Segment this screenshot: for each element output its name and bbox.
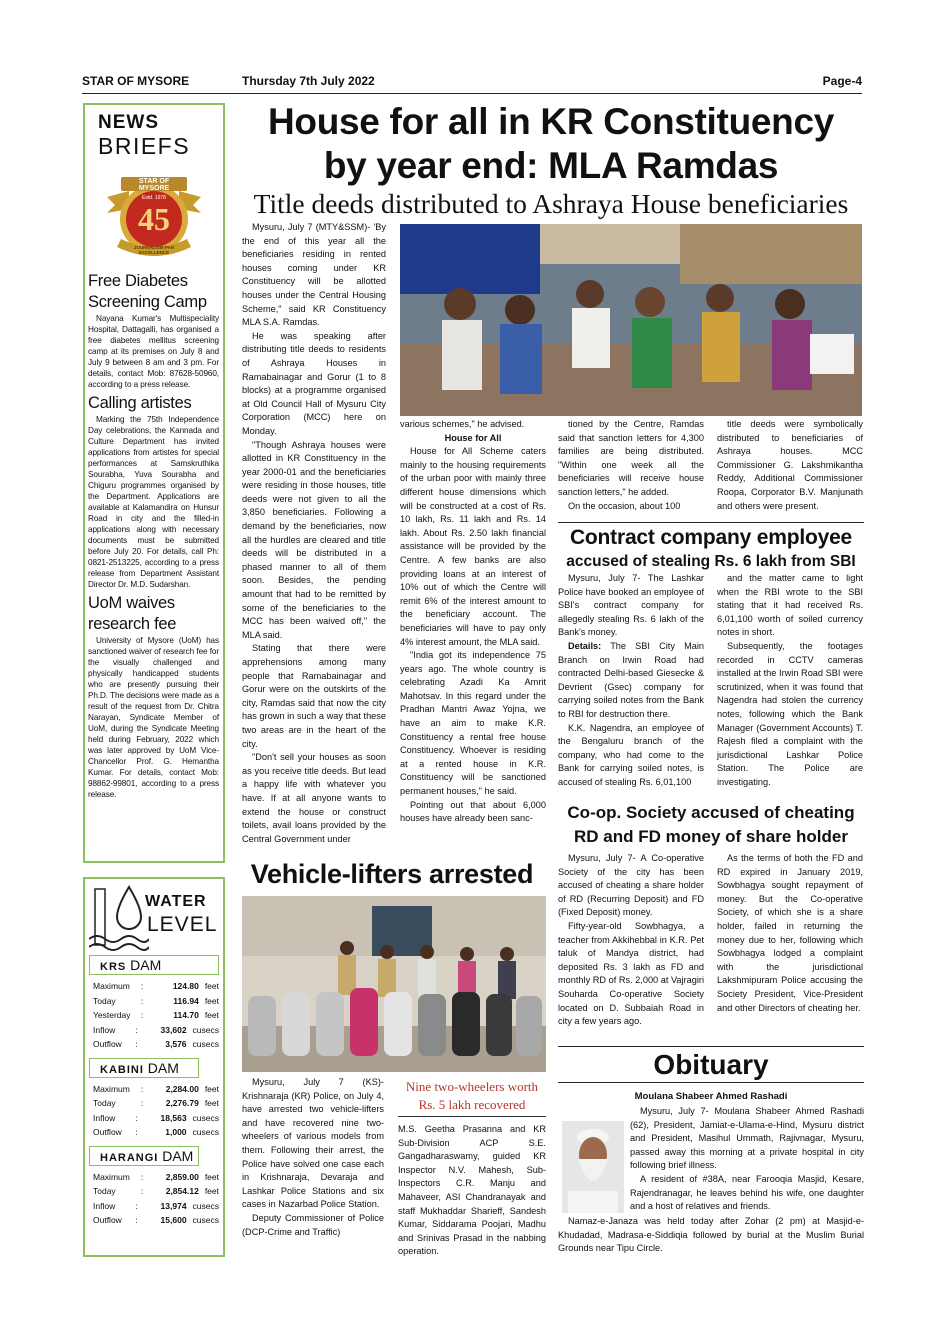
dam-cell: feet bbox=[204, 1171, 219, 1182]
main-headline bbox=[238, 100, 864, 188]
dam-cell: 114.70 bbox=[173, 1010, 199, 1020]
dam-cell: : bbox=[140, 1083, 144, 1094]
obituary-para-3: Namaz-e-Janaza was held today after Zohar (2 pm) at Masjid-e-Khudadad, Madrasa-e-Siddiqia followed by burial at the Muslim Burial Grounds near Tipu Circle. bbox=[558, 1216, 864, 1254]
dam-cell: Maximum bbox=[93, 1171, 130, 1182]
dam-cell: feet bbox=[204, 1098, 219, 1108]
news-briefs-box bbox=[83, 103, 225, 863]
vehicle-column-1 bbox=[242, 1076, 384, 1239]
dam-header bbox=[89, 955, 219, 975]
masthead bbox=[82, 74, 862, 94]
main-subhead: Title deeds distributed to Ashraya House beneficiaries bbox=[253, 188, 849, 219]
dam-cell: cusecs bbox=[192, 1127, 220, 1137]
dam-cell: Outflow bbox=[93, 1215, 122, 1225]
coop-column-2 bbox=[717, 852, 863, 1015]
coop-headline-1: Co-op. Society accused of cheating bbox=[567, 803, 855, 822]
logo-title: STAR OF MYSORE bbox=[138, 178, 170, 192]
dam-cell: 124.80 bbox=[172, 981, 199, 991]
headline-line-1: House for all in KR Constituency bbox=[267, 101, 834, 142]
obituary-para-2: A resident of #38A, near Farooqia Masjid, Kesare, Rajendranagar, he leaves behind his wife, one daughter and a host of relatives and friends. bbox=[630, 1173, 864, 1212]
sbi-headline-1: Contract company employee bbox=[569, 526, 853, 549]
coop-headline-2: RD and FD money of share holder bbox=[574, 827, 848, 846]
dam-row bbox=[93, 1023, 219, 1038]
brief-1-body: Nayana Kumar's Multispeciality Hospital, Dattagalli, has organised a free diabetes mellitus screening camp at its premises on July 8 and July 9 between 8 am and 3 pm. For details, contact Mob: 87628-50960, according to a press release. bbox=[88, 314, 219, 389]
sbi-headline-2: accused of stealing Rs. 6 lakh from SBI bbox=[566, 553, 856, 570]
dam-cell: Outflow bbox=[93, 1127, 122, 1137]
dam-block bbox=[85, 1058, 223, 1146]
dam-cell: 2,284.00 bbox=[165, 1083, 199, 1094]
veh1-para: Mysuru, July 7 (KS)- Krishnaraja (KR) Police, on July 4, have arrested two vehicle-lifters and have recovered nine two-wheelers of various models from them. Following their arrest, the Police have solved one case each in Krishnaraja, Devaraja and Lashkar Police Stations and six cases in Nazarbad Police Station. bbox=[242, 1077, 384, 1210]
dam-cell: 2,276.79 bbox=[165, 1098, 199, 1108]
dam-name: KABINI bbox=[100, 1063, 144, 1076]
dam-cell: : bbox=[140, 1098, 144, 1108]
dam-cell: : bbox=[135, 1039, 138, 1049]
issue-date: Thursday 7th July 2022 bbox=[242, 74, 375, 88]
dam-cell: Inflow bbox=[93, 1112, 116, 1123]
col3-para: tioned by the Centre, Ramdas said that sanction letters for 4,300 families are being distributed. "Within one week all the beneficiaries will receive house sanction letters," he added. bbox=[558, 419, 704, 497]
col2-para: House for All Scheme caters mainly to the housing requirements of the urban poor with mainly three different house dimensions which will be constructed at a cost of Rs. 10 lakh, Rs. 11 lakh and Rs. 14 lakh. About Rs. 2.50 lakh financial assistance will be provided by the Centre. A few banks are also providing loans at an interest of 10% out of which the Centre will remit 6% of the interest amount to the beneficiary account. The beneficiaries will have to pay only 4% interest amount, the MLA said. bbox=[400, 446, 546, 647]
dam-cell: 15,600 bbox=[160, 1215, 187, 1225]
pullquote-line-2: Rs. 5 lakh recovered bbox=[418, 1097, 526, 1112]
dam-cell: 2,854.12 bbox=[165, 1186, 199, 1196]
rule-obit-bottom bbox=[558, 1082, 864, 1083]
dam-row bbox=[93, 1184, 219, 1199]
col2-lead: various schemes," he advised. bbox=[400, 419, 525, 429]
brief-3-body: University of Mysore (UoM) has sanctioned waiver of research fee for the visually challenged and physically handicapped students who are presently pursuing their Ph.D. The decisions were made as a result of the request from Dr. Chitra Narayan, Syndicate Member of UoM, during the Syndicate Meeting held during February, 2022 which was later approved by UoM Vice-Chancellor Prof. G. Hemantha Kumar. For details, contact Mob: 98862-99801, according to a press release. bbox=[88, 636, 219, 799]
obituary-text bbox=[558, 1105, 864, 1256]
col1-para: Mysuru, July 7 (MTY&SSM)- 'By the end of this year all the beneficiaries residing in rented houses coming under KR Constituency will be allotted houses under the Central Housing Scheme," said KR Constituency MLA S.A. Ramdas. bbox=[242, 222, 386, 328]
anniversary-logo bbox=[99, 169, 209, 267]
main-column-3 bbox=[558, 418, 704, 513]
dam-row bbox=[93, 994, 219, 1009]
dam-cell: feet bbox=[204, 1010, 219, 1020]
dam-row bbox=[93, 1082, 219, 1097]
coop1-para: Fifty-year-old Sowbhagya, a teacher from Akkihebbal in K.R. Pet taluk of Mandya district, had deposited Rs. 3 lakh as FD and monthly RD of Rs. 2,000 at Vajragiri Souharda Co-operative Society located on D. Subbaiah Road in city a few years ago. bbox=[558, 920, 704, 1027]
col1-para: "Don't sell your houses as soon as you receive title deeds. But lead a happy life with whatever you have. If at all anyone wants to extend the house or construct toilets, avail loans provided by the Central Government under bbox=[242, 752, 386, 844]
dam-cell: Maximum bbox=[93, 1083, 130, 1094]
dam-cell: Inflow bbox=[93, 1024, 116, 1035]
sbi-column-2 bbox=[717, 572, 863, 790]
dam-cell: : bbox=[135, 1127, 138, 1137]
sbi-column-1 bbox=[558, 572, 704, 790]
dam-row bbox=[93, 1213, 219, 1228]
logo-number: 45 bbox=[138, 201, 170, 237]
main-column-4 bbox=[717, 418, 863, 513]
sbi-c1c: K.K. Nagendra, an employee of the Bengaluru branch of the company, who had come to the Bank for carrying soiled notes, is accused of stealing Rs. 6,01,100 bbox=[558, 722, 704, 787]
sbi2-para: Subsequently, the footages recorded in CCTV cameras installed at the Irwin Road SBI were scrutinized, when it was found that Nagendra had stolen the currency notes, following which the Bank Manager (Government Accounts) T. Rajesh filed a complaint with the jurisdictional Lashkar Police Station. The Police are investigating. bbox=[717, 640, 863, 787]
dam-cell: : bbox=[135, 1024, 138, 1035]
brief-2-body: Marking the 75th Independence Day celebrations, the Kannada and Culture Department has invited applications from artistes for special performances at Samskruthika Sourabha, Yuva Sourabha and Chiguru programmes organised by the Department. Applications are available at Kalamandira on Hunsur Road in city and the filled-in applications along with necessary documents must be submitted before July 20. For details, call Ph: 0821-2513225, according to a press release from Department Assistant Director Dr. M.D. Sudarshan. bbox=[88, 415, 219, 589]
dam-cell: Today bbox=[93, 1098, 116, 1108]
coop-headline bbox=[558, 801, 864, 849]
dam-cell: 13,974 bbox=[160, 1200, 187, 1211]
dam-cell: 116.94 bbox=[173, 995, 199, 1006]
col1-para: He was speaking after distributing title deeds to residents of Ashraya Houses in Ramabainagar and Gorur (1 to 8 blocks) at a programme organised at Old Council Hall of Mysuru City Corporation (MCC) here on Monday. bbox=[242, 330, 386, 436]
ashraya-photo bbox=[400, 224, 862, 416]
obituary-headline: Obituary bbox=[653, 1049, 769, 1080]
sbi1-para: Mysuru, July 7- The Lashkar Police have booked an employee of SBI's contract company for allegedly stealing Rs. 6 lakh of the Bank's money. bbox=[558, 573, 704, 638]
dam-cell: cusecs bbox=[192, 1024, 220, 1035]
dam-row bbox=[93, 1111, 219, 1126]
veh1-para: Deputy Commissioner of Police (DCP-Crime and Traffic) bbox=[242, 1212, 384, 1237]
dam-header bbox=[89, 1146, 199, 1166]
brief-2-title: Calling artistes bbox=[88, 394, 192, 412]
vehicle-headline: Vehicle-lifters arrested bbox=[250, 859, 534, 889]
dam-name: KRS bbox=[100, 961, 127, 973]
dam-cell: 2,859.00 bbox=[165, 1171, 199, 1182]
col4-para: title deeds were symbolically distributed to beneficiaries of Ashraya houses. MCC Commissioner G. Lakshmikantha Reddy, Additional Commissioner Roopa, Corporator B.V. Manjunath and others were present. bbox=[717, 419, 863, 511]
dam-cell: Maximum bbox=[93, 981, 130, 991]
news-label: NEWS bbox=[98, 112, 159, 133]
dam-cell: : bbox=[135, 1112, 138, 1123]
col1-para: Stating that there were apprehensions among many people that Ramabainagar and Gorur were on the outskirts of the city, Ramdas said that now the city has grown in such a way that these two areas are in the heart of the city. bbox=[242, 643, 386, 749]
vehicle-column-2 bbox=[398, 1123, 546, 1259]
obituary-para-1: Mysuru, July 7- Moulana Shabeer Ahmed Rashadi (62), President, Jamiat-e-Ulama-e-Hind, Mysuru district and President, Masihul Ummath, Rajivnagar, Mysuru, passed away this morning at a private hospital in city following brief illness. bbox=[630, 1106, 864, 1171]
sbi-headline bbox=[558, 525, 864, 573]
logo-estd: Estd. 1978 bbox=[142, 195, 166, 201]
details-lead: Details: bbox=[568, 640, 602, 651]
dam-list bbox=[85, 955, 223, 1234]
dam-cell: 3,576 bbox=[165, 1039, 187, 1049]
dam-cell: feet bbox=[204, 995, 219, 1006]
brief-3-title: UoM waives research fee bbox=[88, 594, 177, 633]
dam-row bbox=[93, 1199, 219, 1214]
dam-header bbox=[89, 1058, 199, 1078]
col3-para: On the occasion, about 100 bbox=[568, 500, 681, 511]
dam-cell: 1,000 bbox=[165, 1127, 187, 1137]
sbi2-para: and the matter came to light when the RBI wrote to the SBI stating that it had received Rs. 6,01,100 worth of soiled currency notes in short. bbox=[717, 573, 863, 638]
dam-cell: Today bbox=[93, 995, 116, 1006]
vehicles-photo bbox=[242, 896, 546, 1072]
col2-para: Pointing out that about 6,000 houses have already been sanc- bbox=[400, 799, 546, 824]
headline-line-2: by year end: MLA Ramdas bbox=[323, 145, 779, 186]
logo-motto: JOURNALISM PAR EXCELLENCE bbox=[133, 245, 175, 255]
col1-para: "Though Ashraya houses were allotted in KR Constituency in the year 2000-01 and the beneficiaries were residing in those houses, title deeds were not given to all the 3,850 beneficiaries. Following a demand by the beneficiaries, now all the hurdles are cleared and title deeds will be distributed in a phased manner to all of them soon. Besides, the pending amount that had to be remitted by some of the beneficiaries to the MCC has been waived off," the MLA said. bbox=[242, 439, 386, 640]
dam-cell: : bbox=[135, 1200, 138, 1211]
paper-name: STAR OF MYSORE bbox=[82, 74, 190, 88]
details-text: The SBI City Main Branch on Irwin Road had contracted Delhi-based Giesecke & Devrient (Gsec) company for carrying soiled notes from the Bank to RBI for destruction there. bbox=[558, 640, 704, 719]
coop1-para: Mysuru, July 7- A Co-operative Society of the city has been accused of cheating a share holder of RD (Recurring Deposit) and FD (Fixed Deposit) money. bbox=[558, 853, 704, 918]
dam-row bbox=[93, 979, 219, 994]
vehicle-pullquote bbox=[398, 1078, 546, 1117]
level-label: LEVEL bbox=[147, 913, 218, 936]
dam-cell: feet bbox=[204, 1083, 219, 1094]
dam-cell: cusecs bbox=[192, 1039, 220, 1049]
dam-row bbox=[93, 1037, 219, 1052]
col2-para: "India got its independence 75 years ago. The whole country is celebrating Azadi Ka Amrit Mahotsav. In this regard under the Pradhan Mantri Awaz Yojna, we have an aim to make K.R. Constituency a rental free house Constituency. Whoever is residing at a rented house in K.R. Constituency will be sanctioned permanent houses," he said. bbox=[400, 650, 546, 797]
dam-cell: Inflow bbox=[93, 1200, 116, 1211]
water-label: WATER bbox=[145, 893, 207, 910]
dam-cell: cusecs bbox=[192, 1215, 220, 1225]
house-for-all-subhead: House for All bbox=[444, 432, 502, 443]
water-drop-icon bbox=[89, 883, 149, 953]
vehicle-c2: M.S. Geetha Prasanna and KR Sub-Division ACP S.E. Gangadharaswamy, guided KR Inspector N.V. Mahesh, Sub-Inspectors C.R. Manju and Mahaveer, ASI Chandranayak and staff Mukhaddar Sharieff, Sandesh Kumar, Siddarama Poojari, Madhu and Srinivas Prasad in the nabbing operation. bbox=[398, 1124, 546, 1257]
dam-name: HARANGI bbox=[100, 1151, 159, 1164]
water-level-header bbox=[85, 879, 223, 955]
dam-row bbox=[93, 1170, 219, 1185]
dam-label: DAM bbox=[162, 1147, 194, 1164]
dam-cell: : bbox=[140, 981, 144, 991]
coop-column-1 bbox=[558, 852, 704, 1029]
dam-cell: : bbox=[135, 1215, 138, 1225]
dam-row bbox=[93, 1096, 219, 1111]
dam-cell: Today bbox=[93, 1186, 116, 1196]
brief-1-title: Free Diabetes Screening Camp bbox=[88, 272, 207, 311]
dam-block bbox=[85, 955, 223, 1058]
coop2-para: As the terms of both the FD and RD expired in January 2019, Sowbhagya sought repayment of money. But the Co-operative Society, of which she is a share holder, failed in returning the money due to her, following which Sowbhagya lodged a complaint with the jurisdictional Lakshmipuram Police accusing the Society President, Vice-President and other Directors of cheating her. bbox=[717, 853, 863, 1013]
dam-cell: Yesterday bbox=[93, 1010, 131, 1020]
briefs-label: BRIEFS bbox=[98, 133, 191, 159]
dam-cell: : bbox=[140, 1010, 144, 1020]
dam-cell: : bbox=[140, 995, 144, 1006]
dam-label: DAM bbox=[130, 957, 162, 973]
dam-cell: cusecs bbox=[192, 1112, 220, 1123]
obituary-name: Moulana Shabeer Ahmed Rashadi bbox=[634, 1091, 788, 1102]
rule-sbi bbox=[558, 522, 864, 523]
pullquote-line-1: Nine two-wheelers worth bbox=[405, 1079, 539, 1094]
dam-cell: : bbox=[140, 1186, 144, 1196]
dam-cell: 18,563 bbox=[160, 1112, 187, 1123]
main-column-1 bbox=[242, 221, 386, 846]
dam-cell: feet bbox=[204, 1186, 219, 1196]
page-number: Page-4 bbox=[822, 74, 862, 88]
water-level-box bbox=[83, 877, 225, 1257]
dam-row bbox=[93, 1125, 219, 1140]
main-column-2 bbox=[400, 418, 546, 826]
dam-block bbox=[85, 1146, 223, 1234]
dam-cell: Outflow bbox=[93, 1039, 122, 1049]
dam-cell: 33,602 bbox=[160, 1024, 187, 1035]
dam-cell: feet bbox=[204, 981, 219, 991]
dam-label: DAM bbox=[147, 1059, 179, 1076]
dam-cell: : bbox=[140, 1171, 144, 1182]
dam-row bbox=[93, 1008, 219, 1023]
dam-cell: cusecs bbox=[192, 1200, 220, 1211]
rule-obit-top bbox=[558, 1046, 864, 1047]
